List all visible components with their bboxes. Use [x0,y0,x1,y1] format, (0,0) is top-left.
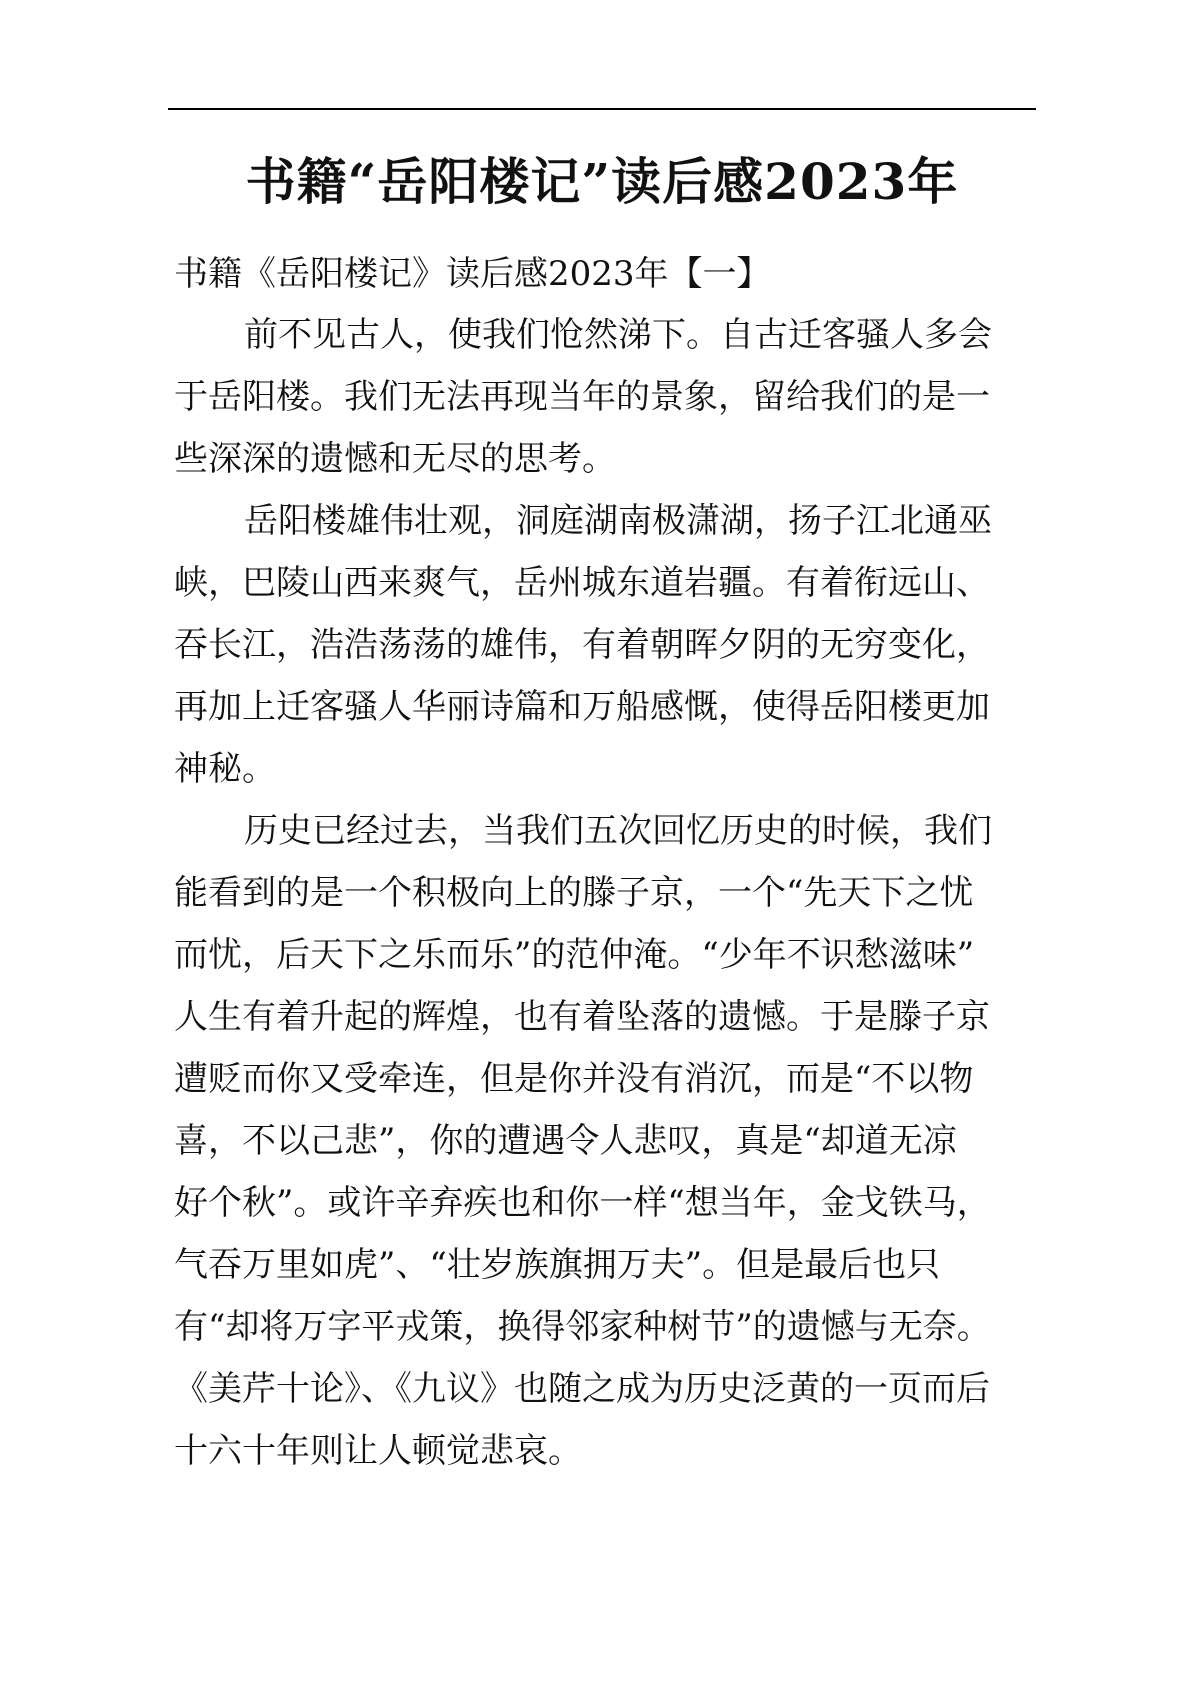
paragraph-line: 而忧，后天下之乐而乐”的范仲淹。“少年不识愁滋味” [174,935,975,975]
document-body [174,304,1034,1482]
paragraph-line: 《美芹十论》、《九议》也随之成为历史泛黄的一页而后 [174,1369,990,1409]
paragraph-line: 于岳阳楼。我们无法再现当年的景象，留给我们的是一 [174,377,990,417]
paragraph-line: 遭贬而你又受牵连，但是你并没有消沉，而是“不以物 [174,1059,974,1099]
paragraph-line: 峡，巴陵山西来爽气，岳州城东道岩疆。有着衔远山、 [174,563,990,603]
paragraph-line: 前不见古人，使我们怆然涕下。自古迁客骚人多会 [244,315,992,355]
paragraph-line: 好个秋”。或许辛弃疾也和你一样“想当年，金戈铁马， [174,1183,991,1223]
paragraph-2 [174,490,1034,800]
paragraph-line: 历史已经过去，当我们五次回忆历史的时候，我们 [244,811,992,851]
paragraph-line: 岳阳楼雄伟壮观，洞庭湖南极潇湖，扬子江北通巫 [244,501,992,541]
paragraph-line: 人生有着升起的辉煌，也有着坠落的遗憾。于是滕子京 [174,997,990,1037]
section-heading: 书籍《岳阳楼记》读后感2023年【一】 [174,254,771,294]
paragraph-line: 喜，不以己悲”，你的遭遇令人悲叹，真是“却道无凉 [174,1121,957,1161]
paragraph-line: 能看到的是一个积极向上的滕子京，一个“先天下之忧 [174,873,974,913]
paragraph-line: 十六十年则让人顿觉悲哀。 [174,1431,582,1471]
paragraph-3 [174,800,1034,1482]
document-title: 书籍“岳阳楼记”读后感2023年 [245,151,959,211]
paragraph-line: 些深深的遗憾和无尽的思考。 [174,439,616,479]
paragraph-line: 吞长江，浩浩荡荡的雄伟，有着朝晖夕阴的无穷变化， [174,625,990,665]
paragraph-line: 有“却将万字平戎策，换得邻家种树节”的遗憾与无奈。 [174,1307,991,1347]
paragraph-line: 再加上迁客骚人华丽诗篇和万船感慨，使得岳阳楼更加 [174,687,990,727]
paragraph-line: 气吞万里如虎”、“壮岁族旗拥万夫”。但是最后也只 [174,1245,941,1285]
paragraph-line: 神秘。 [174,749,276,789]
header-rule [168,108,1036,110]
paragraph-1 [174,304,1034,490]
